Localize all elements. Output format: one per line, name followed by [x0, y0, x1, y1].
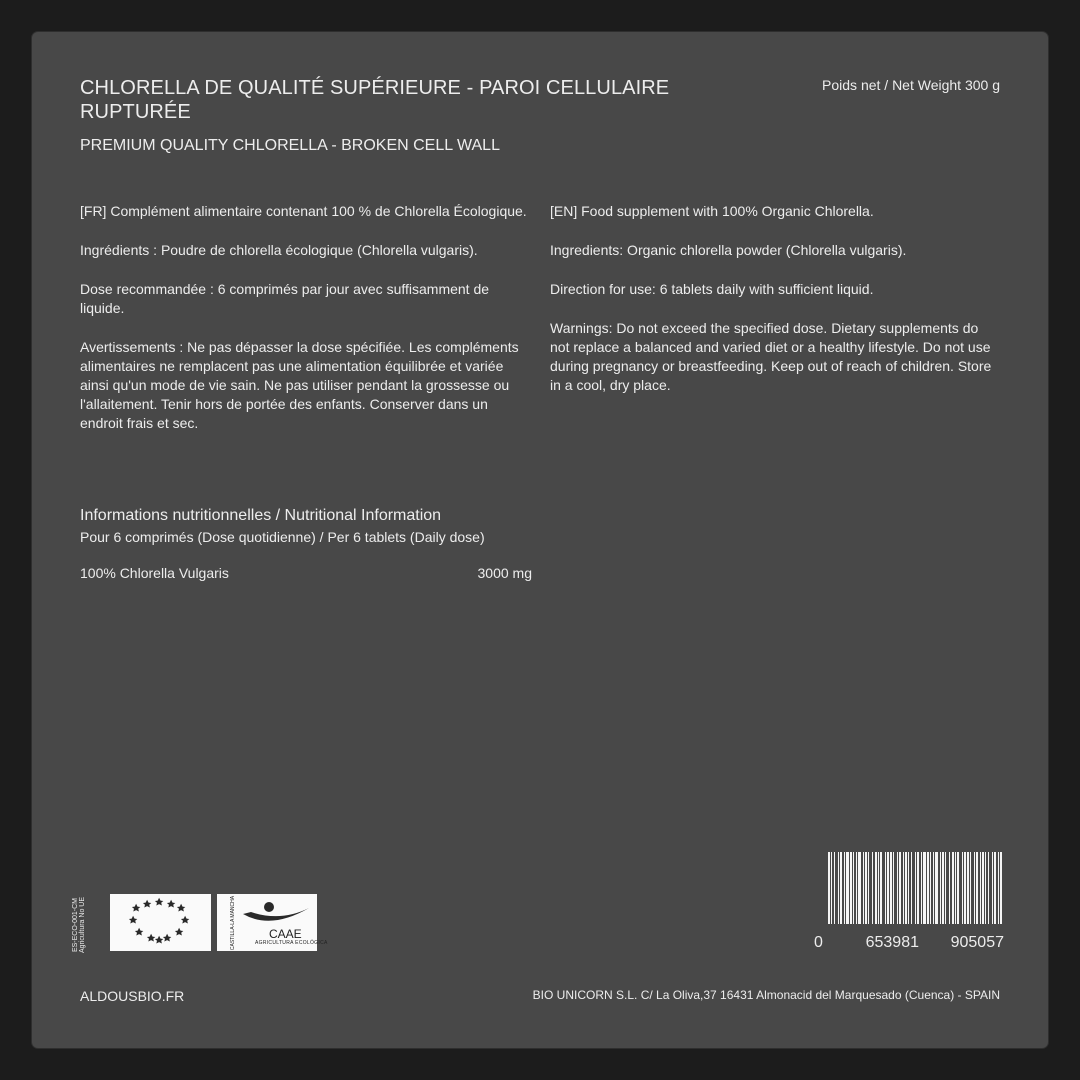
- barcode-bar: [942, 852, 944, 924]
- caae-certification-logo: [217, 894, 328, 951]
- fr-warnings: Avertissements : Ne pas dépasser la dose spécifiée. Les compléments alimentaires ne remplacent pas une alimentation équilibrée et variée ainsi qu'un mode de vie sain. Ne pas utiliser pendant la grossesse ou l'allaitement. Tenir hors de portée des enfants. Conserver dans un endroit frais et sec.: [80, 339, 519, 431]
- barcode-bar: [955, 852, 956, 924]
- barcode-bar: [940, 852, 941, 924]
- barcode-bar: [844, 852, 845, 924]
- barcode-bar: [976, 852, 978, 924]
- barcode-bar: [890, 852, 892, 924]
- barcode-bar: [952, 852, 954, 924]
- nutrition-row: [80, 565, 532, 581]
- product-title-en: PREMIUM QUALITY CHLORELLA - BROKEN CELL WALL: [80, 137, 500, 154]
- barcode-bar: [897, 852, 898, 924]
- barcode-bar: [930, 852, 931, 924]
- barcode-bar: [982, 852, 984, 924]
- barcode-bar: [962, 852, 963, 924]
- barcode-bar: [872, 852, 873, 924]
- barcode-bar: [933, 852, 934, 924]
- nutrition-item: 100% Chlorella Vulgaris: [80, 565, 229, 581]
- barcode-bar: [840, 852, 842, 924]
- barcode-group-2: 905057: [950, 934, 1004, 951]
- barcode-bar: [834, 852, 835, 924]
- barcode-number: [814, 934, 1004, 952]
- barcode-bar: [957, 852, 959, 924]
- barcode-group-1: 653981: [865, 934, 919, 951]
- certification-code-line2: Agricultura No UE: [79, 896, 86, 954]
- english-text-column: [550, 202, 1000, 415]
- barcode-bar: [927, 852, 929, 924]
- product-label-panel: [32, 32, 1048, 1048]
- barcode-bar: [917, 852, 919, 924]
- barcode-bar: [985, 852, 986, 924]
- organic-certification-code: [72, 896, 86, 952]
- barcode-bar: [899, 852, 901, 924]
- french-text-column: [80, 202, 528, 453]
- barcode-bar: [998, 852, 999, 924]
- barcode-bar: [915, 852, 916, 924]
- certification-code-text: [72, 896, 86, 954]
- barcode-bar: [831, 852, 832, 924]
- barcode-bar: [967, 852, 969, 924]
- barcode-bar: [974, 852, 975, 924]
- barcode-bar: [949, 852, 950, 924]
- nutrition-info: [80, 506, 532, 581]
- barcode-bar: [887, 852, 889, 924]
- barcode-bar: [838, 852, 839, 924]
- fr-dose: Dose recommandée : 6 comprimés par jour avec suffisamment de liquide.: [80, 281, 490, 316]
- barcode-bar: [853, 852, 854, 924]
- barcode-bar: [945, 852, 946, 924]
- en-ingredients: Ingredients: Organic chlorella powder (Chlorella vulgaris).: [550, 242, 907, 258]
- barcode-bar: [868, 852, 869, 924]
- caae-label: CAAE: [269, 927, 302, 941]
- barcode-bar: [903, 852, 904, 924]
- barcode-bars: [828, 852, 1002, 924]
- barcode-bar: [846, 852, 849, 924]
- barcode-bar: [992, 852, 993, 924]
- barcode-bar: [893, 852, 894, 924]
- barcode-bar: [905, 852, 907, 924]
- fr-intro: [FR] Complément alimentaire contenant 100 % de Chlorella Écologique.: [80, 203, 527, 219]
- nutrition-title: Informations nutritionnelles / Nutritional Information: [80, 507, 442, 524]
- barcode-bar: [878, 852, 879, 924]
- en-warnings: Warnings: Do not exceed the specified dose. Dietary supplements do not replace a balanced and varied diet or a healthy lifestyle. Do not use during pregnancy or breastfeeding. Keep out of reach of children. Store in a cool, dry place.: [550, 320, 992, 393]
- barcode-bar: [921, 852, 922, 924]
- company-address: BIO UNICORN S.L. C/ La Oliva,37 16431 Almonacid del Marquesado (Cuenca) - SPAIN: [532, 988, 1000, 1002]
- barcode-bar: [858, 852, 861, 924]
- barcode-bar: [923, 852, 926, 924]
- barcode-bar: [875, 852, 877, 924]
- caae-subtitle: AGRICULTURA ECOLÓGICA: [255, 940, 328, 946]
- nutrition-amount: 3000 mg: [477, 565, 532, 581]
- fr-ingredients: Ingrédients : Poudre de chlorella écologique (Chlorella vulgaris).: [80, 242, 478, 258]
- en-intro: [EN] Food supplement with 100% Organic Chlorella.: [550, 203, 874, 219]
- barcode-bar: [964, 852, 966, 924]
- barcode-bar: [880, 852, 882, 924]
- eu-leaf-stars-icon: [110, 894, 211, 951]
- barcode-digit-1: 0: [814, 934, 823, 951]
- net-weight: Poids net / Net Weight 300 g: [822, 77, 1000, 93]
- barcode-bar: [988, 852, 989, 924]
- barcode-bar: [980, 852, 981, 924]
- barcode-bar: [856, 852, 857, 924]
- barcode-bar: [828, 852, 830, 924]
- barcode-bar: [935, 852, 938, 924]
- product-title-fr: CHLORELLA DE QUALITÉ SUPÉRIEURE - PAROI CELLULAIRE RUPTURÉE: [80, 77, 670, 123]
- barcode-bar: [863, 852, 864, 924]
- barcode-bar: [850, 852, 852, 924]
- barcode-bar: [865, 852, 867, 924]
- certification-code-line1: ES-ECO-001-CM: [72, 897, 79, 953]
- barcode-bar: [1000, 852, 1002, 924]
- caae-swoosh-icon: [241, 900, 311, 926]
- barcode-bar: [908, 852, 909, 924]
- barcode-bar: [970, 852, 971, 924]
- barcode-bar: [911, 852, 912, 924]
- eu-organic-logo: [110, 894, 211, 951]
- en-direction: Direction for use: 6 tablets daily with sufficient liquid.: [550, 281, 874, 297]
- nutrition-subtitle: Pour 6 comprimés (Dose quotidienne) / Per 6 tablets (Daily dose): [80, 529, 485, 545]
- caae-region-text: CASTILLA-LA MANCHA: [230, 895, 237, 951]
- website-link[interactable]: ALDOUSBIO.FR: [80, 988, 185, 1004]
- barcode-bar: [885, 852, 886, 924]
- barcode-bar: [994, 852, 996, 924]
